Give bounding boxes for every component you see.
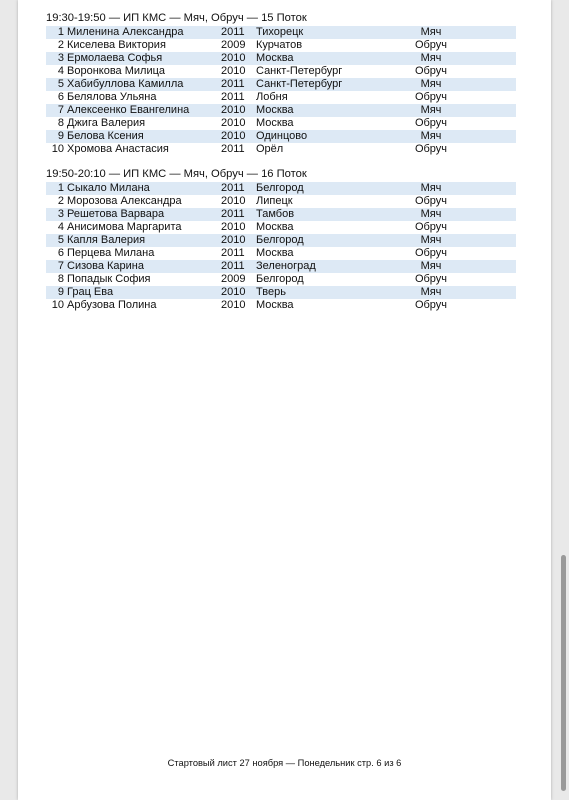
row-number: 5 <box>57 234 64 246</box>
table-row <box>46 299 516 312</box>
apparatus: Обруч <box>414 247 448 259</box>
athlete-name: Ермолаева Софья <box>67 52 163 64</box>
apparatus: Мяч <box>420 208 442 220</box>
table-row <box>46 286 516 299</box>
page-footer: Стартовый лист 27 ноября — Понедельник стр. 6 из 6 <box>167 758 402 768</box>
table-row <box>46 65 516 78</box>
athlete-name: Морозова Александра <box>67 195 182 207</box>
scrollbar-thumb[interactable] <box>561 555 566 791</box>
city: Санкт-Петербург <box>256 65 343 77</box>
apparatus: Мяч <box>420 286 442 298</box>
city: Зеленоград <box>256 260 316 272</box>
table-row <box>46 143 516 156</box>
row-number: 6 <box>57 247 64 259</box>
row-number: 1 <box>57 182 64 194</box>
apparatus: Обруч <box>414 195 448 207</box>
birth-year: 2010 <box>221 117 246 129</box>
row-number: 7 <box>57 260 64 272</box>
row-number: 9 <box>57 130 64 142</box>
table-row <box>46 39 516 52</box>
table-row <box>46 52 516 65</box>
birth-year: 2010 <box>221 221 246 233</box>
row-number: 3 <box>57 52 64 64</box>
athlete-name: Капля Валерия <box>67 234 146 246</box>
apparatus: Мяч <box>420 130 442 142</box>
city: Москва <box>256 104 294 116</box>
row-number: 4 <box>57 65 64 77</box>
row-number: 7 <box>57 104 64 116</box>
athlete-name: Хромова Анастасия <box>67 143 169 155</box>
table-row <box>46 130 516 143</box>
group-title: 19:30-19:50 — ИП КМС — Мяч, Обруч — 15 Поток <box>46 12 307 24</box>
city: Орёл <box>256 143 284 155</box>
table-row <box>46 260 516 273</box>
birth-year: 2011 <box>221 91 245 103</box>
group-title: 19:50-20:10 — ИП КМС — Мяч, Обруч — 16 Поток <box>46 168 307 180</box>
table-row <box>46 104 516 117</box>
row-number: 2 <box>57 39 64 51</box>
birth-year: 2010 <box>221 286 246 298</box>
table-row <box>46 78 516 91</box>
table-row <box>46 26 516 39</box>
table-row <box>46 234 516 247</box>
row-number: 4 <box>57 221 64 233</box>
birth-year: 2011 <box>221 247 245 259</box>
apparatus: Мяч <box>420 78 442 90</box>
athlete-name: Миленина Александра <box>67 26 184 38</box>
row-number: 2 <box>57 195 64 207</box>
table-row <box>46 195 516 208</box>
city: Одинцово <box>256 130 308 142</box>
athlete-name: Арбузова Полина <box>67 299 157 311</box>
table-row <box>46 273 516 286</box>
athlete-name: Сизова Карина <box>67 260 144 272</box>
birth-year: 2010 <box>221 52 246 64</box>
athlete-name: Сыкало Милана <box>67 182 150 194</box>
athlete-name: Попадык София <box>67 273 151 285</box>
city: Санкт-Петербург <box>256 78 343 90</box>
athlete-name: Белова Ксения <box>67 130 144 142</box>
birth-year: 2010 <box>221 195 246 207</box>
birth-year: 2009 <box>221 273 246 285</box>
birth-year: 2011 <box>221 260 245 272</box>
participant-list <box>46 182 516 312</box>
group-16 <box>46 168 516 312</box>
athlete-name: Хабибуллова Камилла <box>67 78 184 90</box>
city: Москва <box>256 52 294 64</box>
apparatus: Мяч <box>420 182 442 194</box>
apparatus: Обруч <box>414 299 448 311</box>
athlete-name: Киселева Виктория <box>67 39 166 51</box>
city: Тихорецк <box>256 26 304 38</box>
city: Тверь <box>256 286 286 298</box>
apparatus: Мяч <box>420 26 442 38</box>
row-number: 3 <box>57 208 64 220</box>
city: Москва <box>256 117 294 129</box>
athlete-name: Решетова Варвара <box>67 208 165 220</box>
athlete-name: Анисимова Маргарита <box>67 221 182 233</box>
athlete-name: Белялова Ульяна <box>67 91 157 103</box>
table-row <box>46 208 516 221</box>
city: Москва <box>256 247 294 259</box>
apparatus: Обруч <box>414 221 448 233</box>
row-number: 8 <box>57 117 64 129</box>
birth-year: 2010 <box>221 234 246 246</box>
birth-year: 2010 <box>221 130 246 142</box>
birth-year: 2010 <box>221 299 246 311</box>
city: Тамбов <box>256 208 295 220</box>
birth-year: 2010 <box>221 65 246 77</box>
document-page <box>18 0 551 800</box>
city: Белгород <box>256 273 304 285</box>
table-row <box>46 91 516 104</box>
birth-year: 2011 <box>221 78 245 90</box>
birth-year: 2011 <box>221 26 245 38</box>
city: Москва <box>256 299 294 311</box>
birth-year: 2011 <box>221 208 245 220</box>
city: Белгород <box>256 182 304 194</box>
birth-year: 2010 <box>221 104 246 116</box>
row-number: 8 <box>57 273 64 285</box>
athlete-name: Джига Валерия <box>67 117 146 129</box>
apparatus: Обруч <box>414 91 448 103</box>
apparatus: Обруч <box>414 117 448 129</box>
row-number: 10 <box>51 299 64 311</box>
group-15 <box>46 12 516 156</box>
city: Липецк <box>256 195 293 207</box>
row-number: 9 <box>57 286 64 298</box>
apparatus: Мяч <box>420 234 442 246</box>
apparatus: Мяч <box>420 260 442 272</box>
row-number: 10 <box>51 143 64 155</box>
birth-year: 2011 <box>221 143 245 155</box>
athlete-name: Воронкова Милица <box>67 65 166 77</box>
table-row <box>46 182 516 195</box>
apparatus: Обруч <box>414 273 448 285</box>
city: Курчатов <box>256 39 303 51</box>
apparatus: Обруч <box>414 143 448 155</box>
birth-year: 2011 <box>221 182 245 194</box>
athlete-name: Грац Ева <box>67 286 114 298</box>
birth-year: 2009 <box>221 39 246 51</box>
participant-list <box>46 26 516 156</box>
table-row <box>46 221 516 234</box>
apparatus: Обруч <box>414 65 448 77</box>
athlete-name: Алексеенко Евангелина <box>67 104 190 116</box>
apparatus: Мяч <box>420 52 442 64</box>
athlete-name: Перцева Милана <box>67 247 155 259</box>
apparatus: Мяч <box>420 104 442 116</box>
table-row <box>46 247 516 260</box>
apparatus: Обруч <box>414 39 448 51</box>
row-number: 1 <box>57 26 64 38</box>
row-number: 5 <box>57 78 64 90</box>
table-row <box>46 117 516 130</box>
row-number: 6 <box>57 91 64 103</box>
city: Москва <box>256 221 294 233</box>
city: Лобня <box>256 91 288 103</box>
city: Белгород <box>256 234 304 246</box>
